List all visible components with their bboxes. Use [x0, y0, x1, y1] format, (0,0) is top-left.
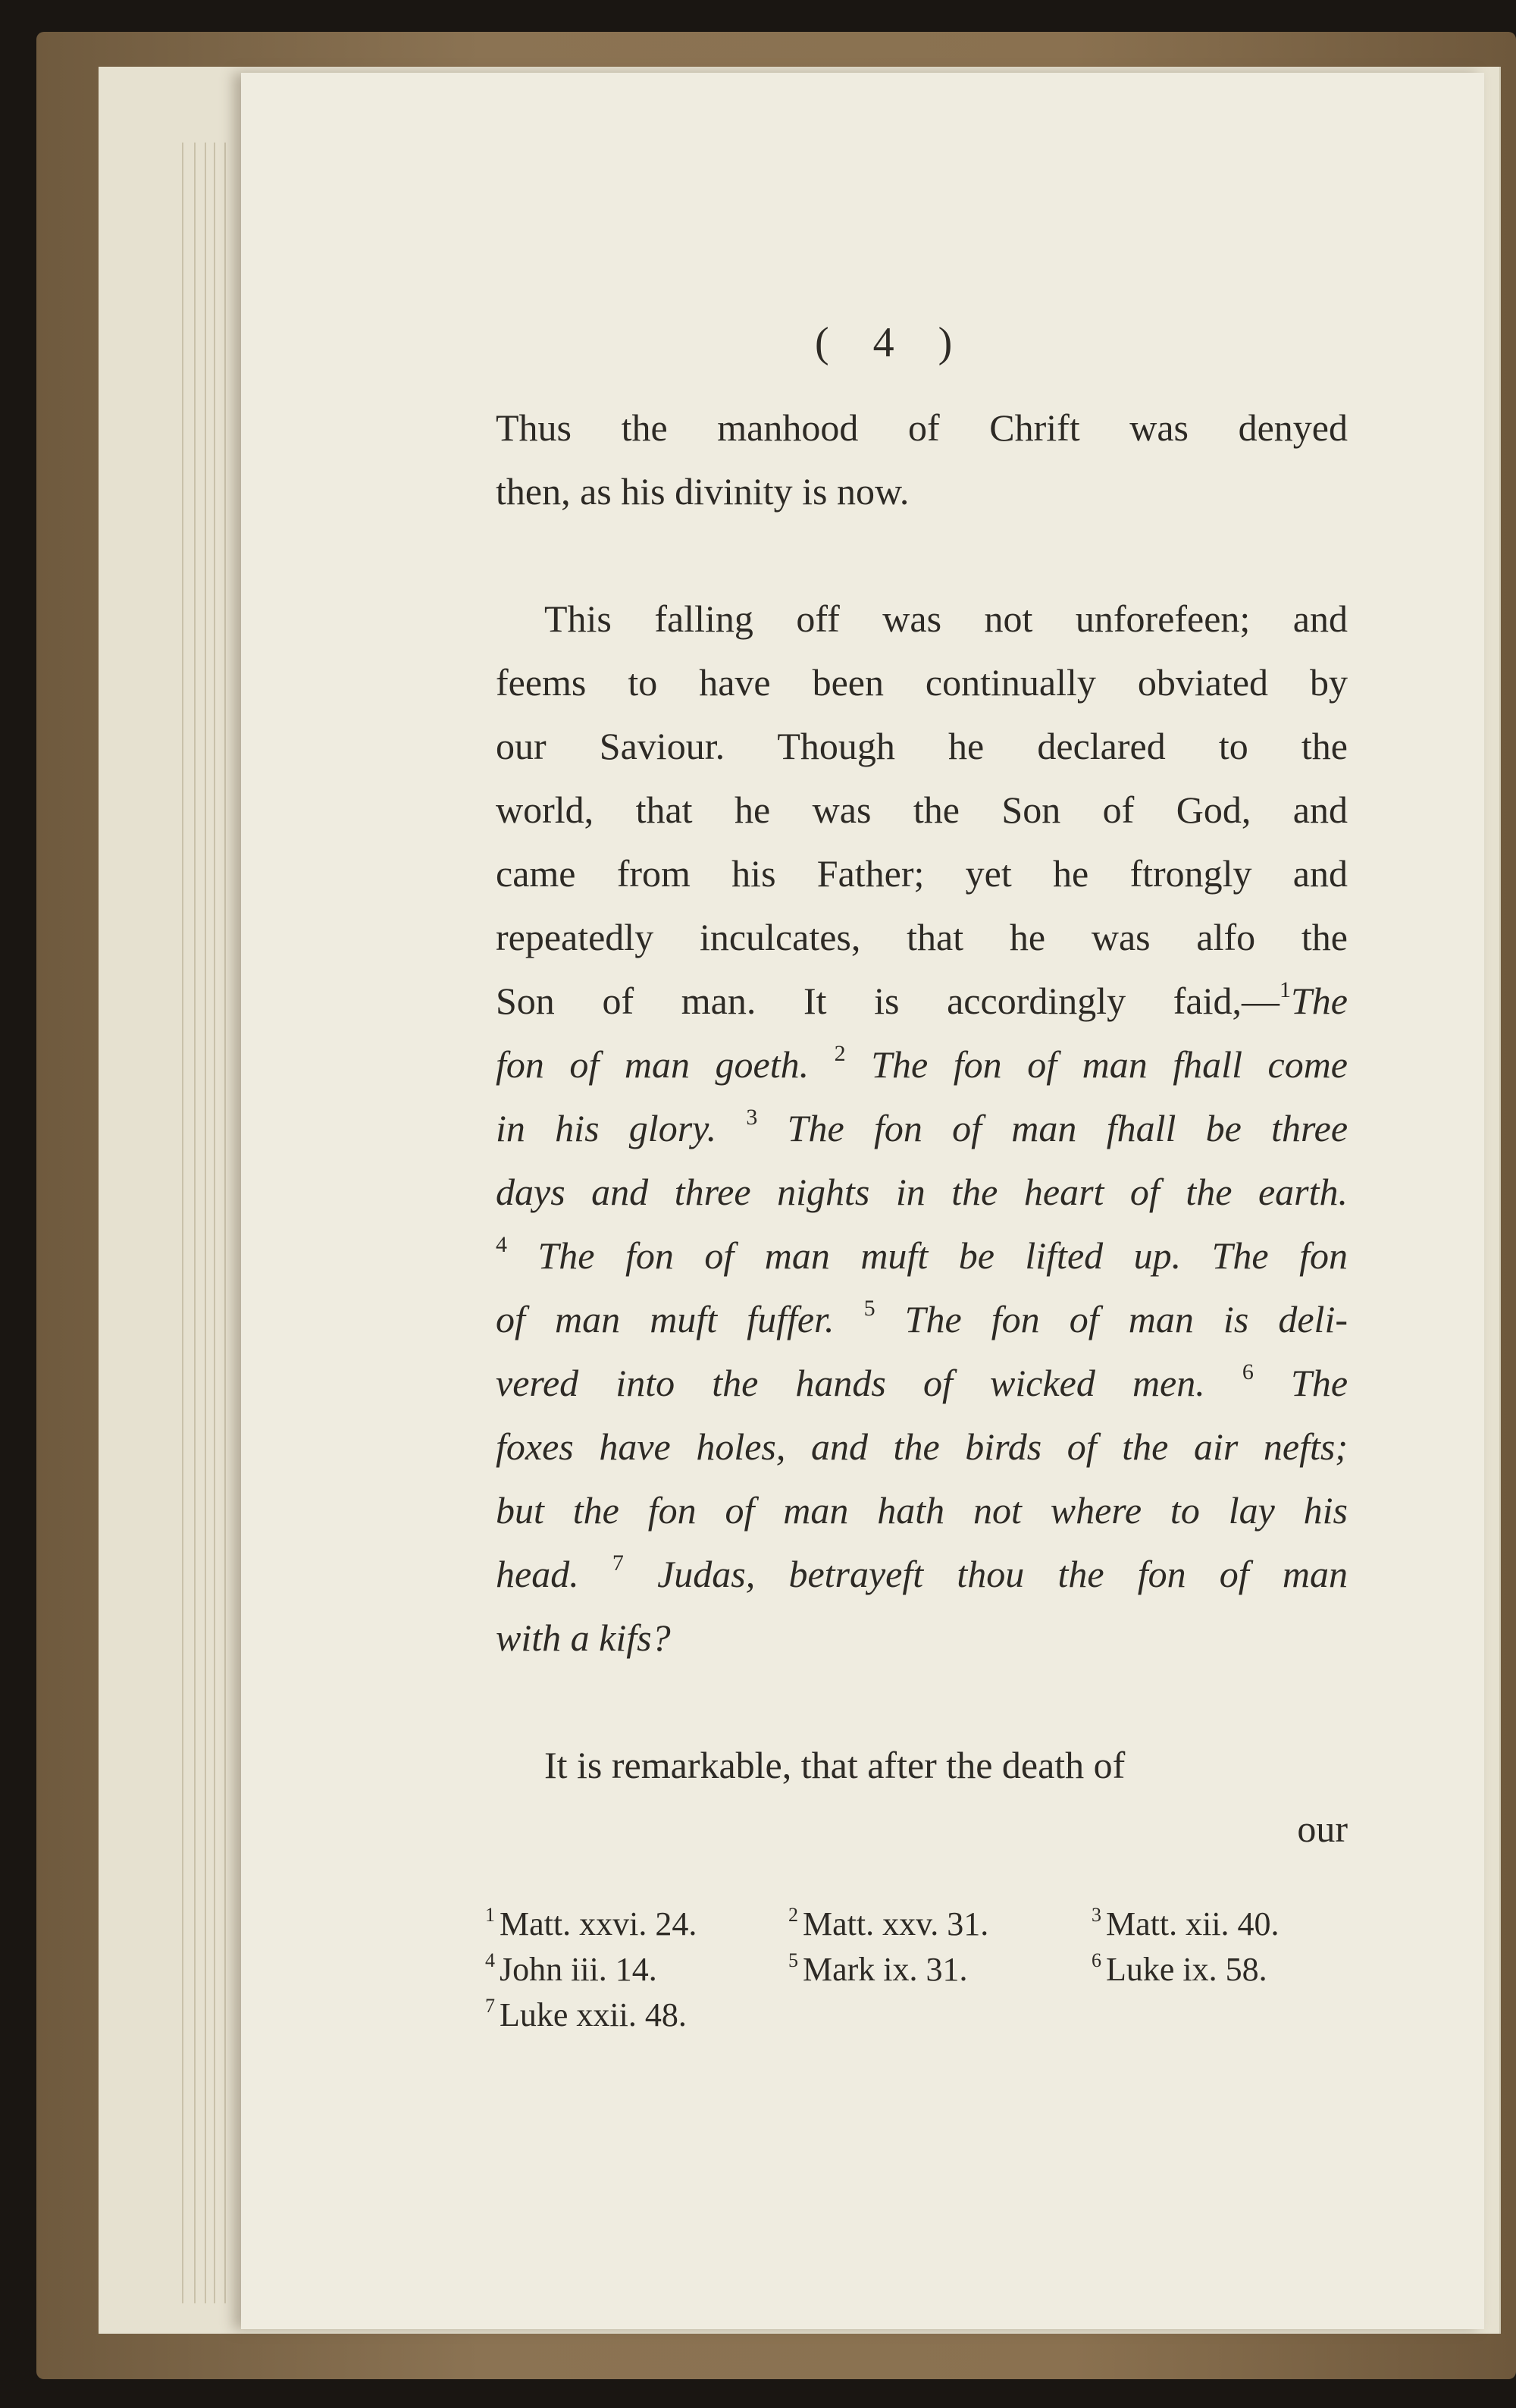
- italic-quote: with a kifs?: [496, 1616, 671, 1659]
- footnote: [788, 1947, 1092, 1993]
- footnote-marker: 6: [1242, 1359, 1254, 1384]
- text-run: came from his Father; yet he ftrongly and: [496, 852, 1348, 895]
- catchword: our: [1297, 1808, 1348, 1850]
- footnote-number: 4: [485, 1949, 495, 1971]
- text-run: [834, 1298, 863, 1340]
- footnote: [788, 1902, 1092, 1947]
- text-run: feems to have been continually obviated by: [496, 661, 1348, 704]
- text-line: [496, 778, 1348, 842]
- italic-quote: in his glory.: [496, 1107, 717, 1149]
- footnote-marker: 2: [834, 1041, 846, 1066]
- text-run: [716, 1107, 746, 1149]
- italic-quote: head.: [496, 1553, 579, 1595]
- text-run: repeatedly inculcates, that he was alfo the: [496, 916, 1348, 958]
- text-run: Thus the manhood of Chrift was denyed: [496, 406, 1348, 449]
- italic-quote: The: [1291, 980, 1348, 1022]
- text-line: [496, 1033, 1348, 1096]
- text-run: It is remarkable, that after the death of: [544, 1744, 1126, 1786]
- italic-quote: The: [1253, 1362, 1348, 1404]
- italic-quote: The fon of man is deli-: [875, 1298, 1348, 1340]
- italic-quote: of man muft fuffer.: [496, 1298, 835, 1340]
- italic-quote: but the fon of man hath not where to lay his: [496, 1489, 1348, 1532]
- footnote-marker: 5: [863, 1296, 875, 1321]
- text-line: [496, 1351, 1348, 1415]
- footnote-reference: Matt. xii. 40.: [1106, 1905, 1280, 1942]
- footnote-number: 1: [485, 1904, 495, 1926]
- text-line: [496, 714, 1348, 778]
- text-line: [496, 1478, 1348, 1542]
- text-line: [496, 459, 1348, 523]
- text-run: [579, 1553, 612, 1595]
- footnote: [485, 1947, 788, 1993]
- italic-quote: Judas, betrayeft thou the fon of man: [623, 1553, 1348, 1595]
- footnote: [485, 1993, 788, 2038]
- footnote-number: 6: [1092, 1949, 1101, 1971]
- footnote: [1092, 1947, 1357, 1993]
- text-line: [496, 1096, 1348, 1160]
- italic-quote: fon of man goeth.: [496, 1043, 810, 1086]
- text-line: [496, 1606, 1348, 1670]
- footnote-row: [485, 1947, 1357, 1993]
- text-run: our Saviour. Though he declared to the: [496, 725, 1348, 767]
- text-line: [496, 651, 1348, 714]
- footnote-marker: 4: [496, 1232, 507, 1257]
- footnote-reference: Mark ix. 31.: [803, 1951, 968, 1988]
- footnote-reference: Luke xxii. 48.: [500, 1996, 687, 2033]
- text-line: [496, 587, 1348, 651]
- italic-quote: foxes have holes, and the birds of the air nefts;: [496, 1425, 1348, 1468]
- text-line: [496, 1733, 1348, 1797]
- text-line: [496, 1542, 1348, 1606]
- footnotes: [485, 1902, 1357, 2038]
- italic-quote: days and three nights in the heart of the earth.: [496, 1171, 1348, 1213]
- text-line: [496, 905, 1348, 969]
- page-edge-line: [182, 143, 183, 2303]
- footnote: [1092, 1902, 1357, 1947]
- italic-quote: vered into the hands of wicked men.: [496, 1362, 1205, 1404]
- text-run: [809, 1043, 835, 1086]
- footnote-marker: 3: [746, 1105, 758, 1130]
- footnote-reference: John iii. 14.: [500, 1951, 657, 1988]
- text-line: [496, 1160, 1348, 1224]
- paragraph-gap: [496, 1670, 1348, 1733]
- text-run: then, as his divinity is now.: [496, 470, 910, 513]
- text-line: [496, 396, 1348, 459]
- italic-quote: The fon of man fhall come: [845, 1043, 1348, 1086]
- footnote-row: [485, 1902, 1357, 1947]
- page-number: ( 4 ): [815, 319, 969, 366]
- body-text: [496, 396, 1348, 1861]
- page-edge-line: [224, 143, 226, 2303]
- paragraph-gap: [496, 523, 1348, 587]
- page-edge-line: [214, 143, 215, 2303]
- text-run: world, that he was the Son of God, and: [496, 789, 1348, 831]
- italic-quote: The fon of man fhall be three: [757, 1107, 1348, 1149]
- footnote-reference: Luke ix. 58.: [1106, 1951, 1267, 1988]
- page-edge-line: [205, 143, 206, 2303]
- footnote-number: 2: [788, 1904, 798, 1926]
- text-run: This falling off was not unforefeen; and: [544, 597, 1348, 640]
- footnote: [485, 1902, 788, 1947]
- footnote-marker: 7: [612, 1550, 624, 1576]
- footnote-marker: 1: [1280, 977, 1291, 1002]
- footnote-reference: Matt. xxv. 31.: [803, 1905, 989, 1942]
- italic-quote: The fon of man muft be lifted up. The fon: [507, 1234, 1348, 1277]
- text-run: [1205, 1362, 1242, 1404]
- text-line: [496, 1415, 1348, 1478]
- footnote-number: 3: [1092, 1904, 1101, 1926]
- footnote-number: 5: [788, 1949, 798, 1971]
- text-line: [496, 1224, 1348, 1287]
- text-line: [496, 969, 1348, 1033]
- page-edge-line: [194, 143, 196, 2303]
- footnote-number: 7: [485, 1995, 495, 2017]
- footnote-row: [485, 1993, 1357, 2038]
- text-line: [496, 1287, 1348, 1351]
- text-line: [496, 842, 1348, 905]
- text-run: Son of man. It is accordingly faid,—: [496, 980, 1280, 1022]
- footnote-reference: Matt. xxvi. 24.: [500, 1905, 697, 1942]
